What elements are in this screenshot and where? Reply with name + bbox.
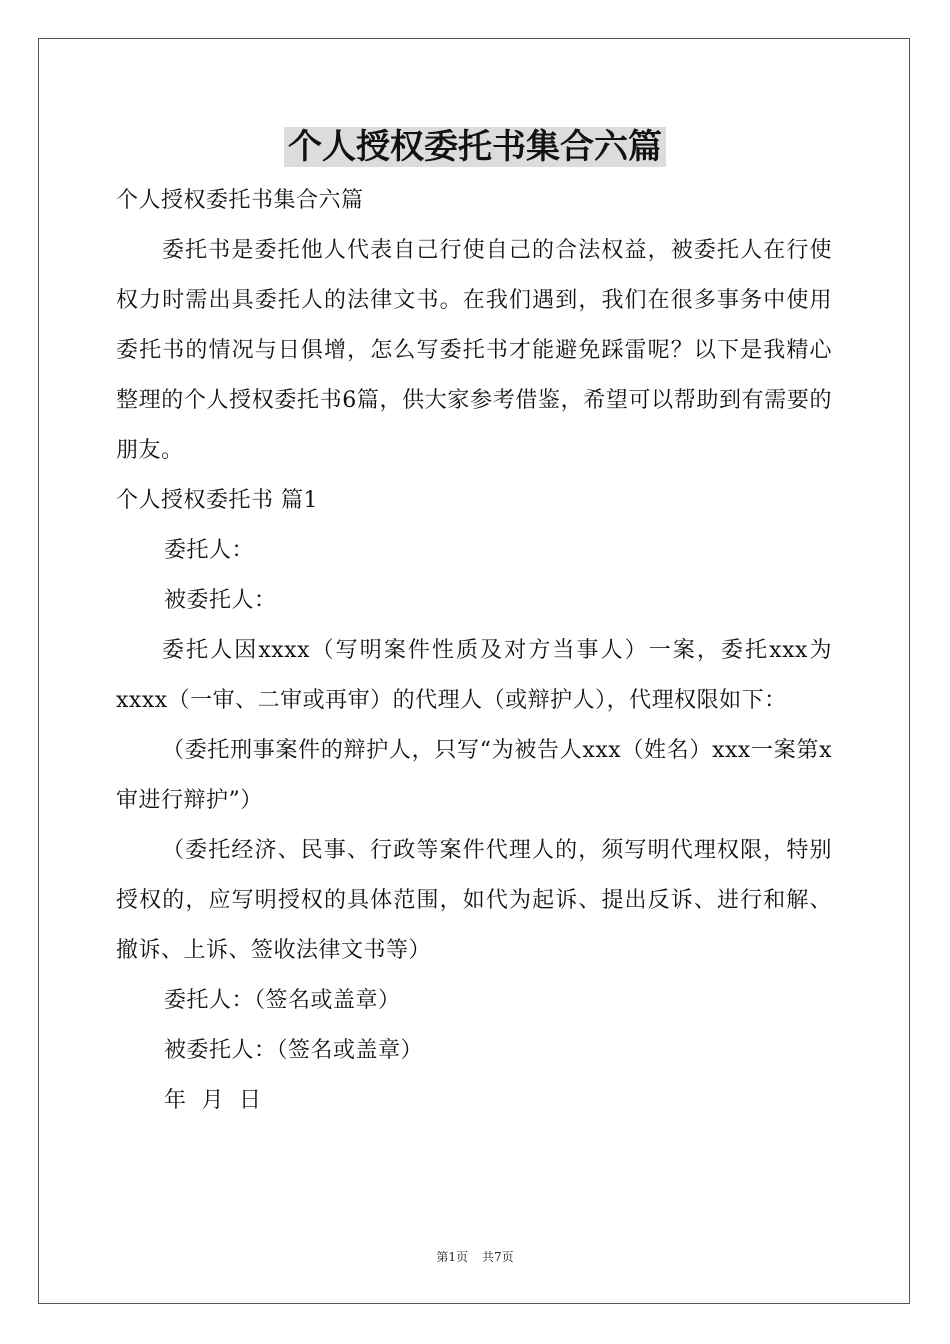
page-total: 共7页	[482, 1250, 514, 1264]
agent-signature: 被委托人：（签名或盖章）	[164, 1038, 424, 1063]
criminal-case-note: （委托刑事案件的辩护人，只写“为被告人xxx（姓名）xxx一案第x审进行辩护”）	[116, 738, 832, 813]
authorization-paragraph: 委托人因xxxx（写明案件性质及对方当事人）一案，委托xxx为xxxx（一审、二审或再审）的代理人（或辩护人），代理权限如下：	[116, 638, 832, 713]
date-line: 年 月 日	[164, 1088, 262, 1113]
civil-case-note: （委托经济、民事、行政等案件代理人的，须写明代理权限，特别授权的，应写明授权的具体范围，如代为起诉、提出反诉、进行和解、撤诉、上诉、签收法律文书等）	[116, 838, 832, 963]
document-title-text: 个人授权委托书集合六篇	[284, 127, 666, 167]
agent-label: 被委托人：	[164, 588, 277, 613]
principal-label: 委托人：	[164, 538, 255, 563]
document-subtitle: 个人授权委托书集合六篇	[116, 188, 364, 213]
section-heading: 个人授权委托书 篇1	[116, 488, 318, 513]
document-title	[0, 124, 950, 170]
intro-paragraph: 委托书是委托他人代表自己行使自己的合法权益，被委托人在行使权力时需出具委托人的法律文书。在我们遇到，我们在很多事务中使用委托书的情况与日俱增，怎么写委托书才能避免踩雷呢？以下是我精心整理的个人授权委托书6篇，供大家参考借鉴，希望可以帮助到有需要的朋友。	[116, 238, 832, 463]
principal-signature: 委托人：（签名或盖章）	[164, 988, 401, 1013]
document-body	[116, 176, 832, 1126]
page-number: 第1页	[436, 1250, 468, 1264]
page-footer	[0, 1249, 950, 1265]
